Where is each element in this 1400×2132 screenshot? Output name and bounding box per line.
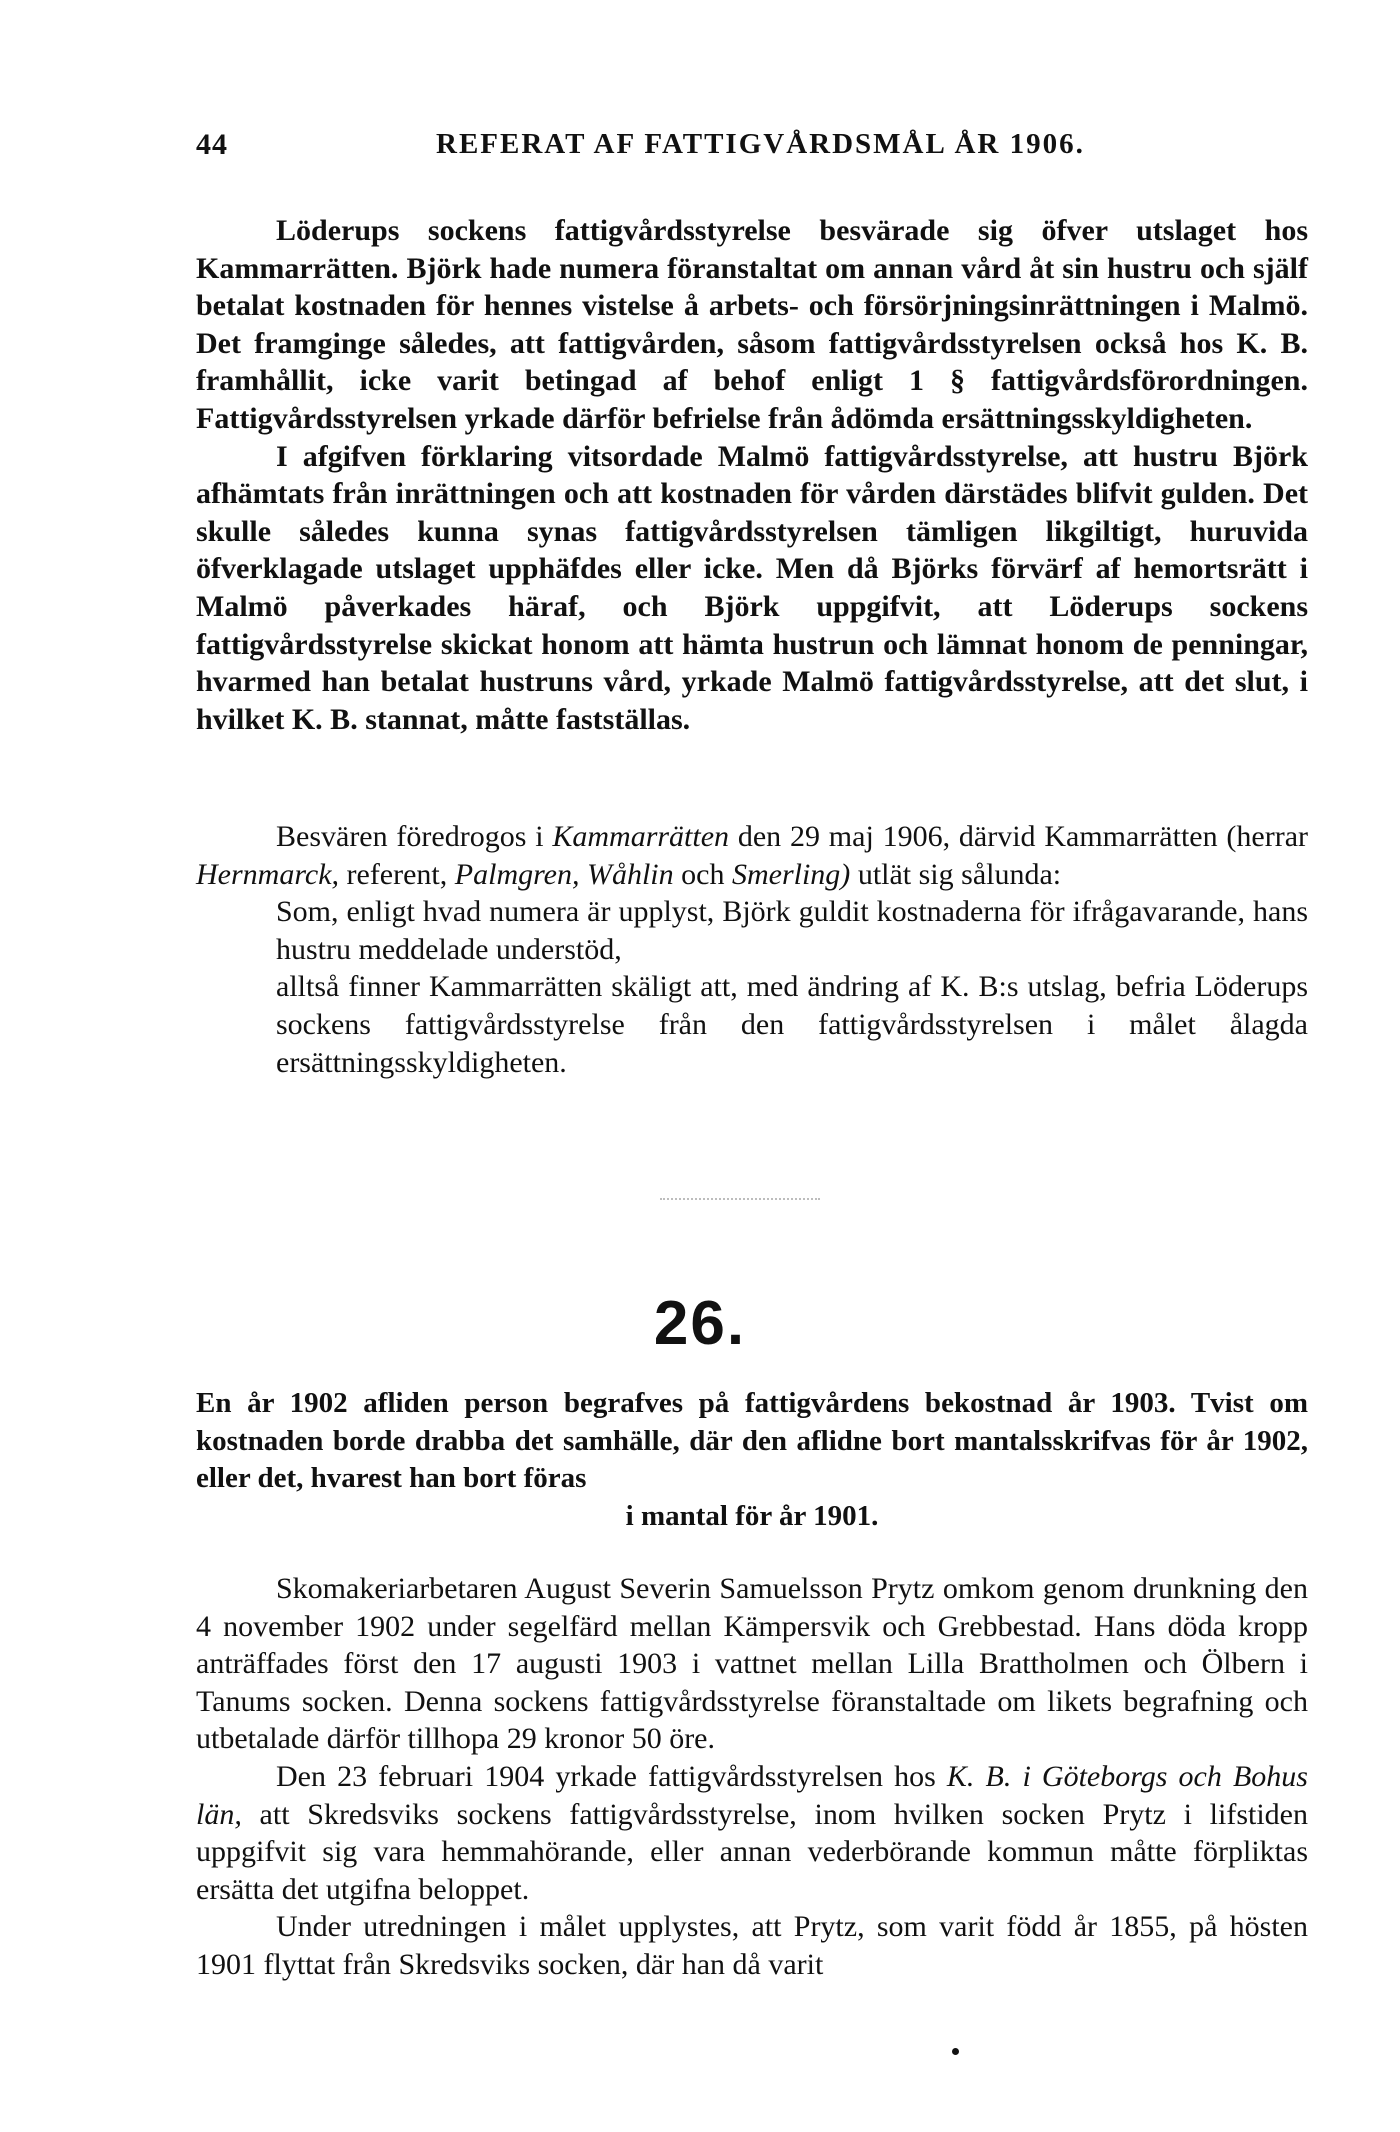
appeal-text-start: Löderups sockens fattigvårdsstyrelse besvärade sig öfver utslaget hos Kammarrätten. Björk hade numera föranstaltat om annan vård åt sin hustru och själf betalat kostnaden för hennes vistelse å arbets- och försörjningsinrättningen i Malmö. Det framginge således, att fattigvården, såsom fattigvårdsstyrelsen också hos K. B. framhållit, icke varit betingad af behof enligt 1	[196, 214, 1308, 398]
dotted-separator	[660, 1198, 820, 1200]
case-summary-text: En år 1902 afliden person begrafves på fattigvårdens bekostnad år 1903. Tvist om kostnaden borde drabba det samhälle, där den aflidne bort mantalsskrifvas för år 1902, eller det, hvarest han bort föras	[196, 1387, 1308, 1495]
hearing-text-1: Besvären föredrogos i	[276, 820, 553, 853]
page-number: 44	[196, 128, 228, 161]
case-number: 26.	[653, 1289, 747, 1358]
section-sign: §	[950, 364, 966, 398]
paragraph-appeal	[196, 212, 1308, 438]
appeal-text-end: fattigvårdsförordningen. Fattigvårdsstyrelsen yrkade därför befrielse från ådömda ersättningsskyldigheten.	[196, 364, 1308, 435]
judge-name: Wåhlin	[586, 857, 674, 891]
case-body	[196, 1570, 1308, 1984]
ruling-section	[196, 818, 1308, 1081]
paragraph-response: I afgifven förklaring vitsordade Malmö fattigvårdsstyrelse, att hustru Björk afhämtats från inrättningen och att kostnaden för vården därstädes blifvit gulden. Det skulle således kunna synas fattigvårdsstyrelsen tämligen likgiltigt, huruvida öfverklagade utslaget upphäfdes eller icke. Men då Björks förvärf af hemortsrätt i Malmö påverkades häraf, och Björk uppgifvit, att Löderups sockens fattigvårdsstyrelse skickat honom att hämta hustrun och lämnat honom de penningar, hvarmed han betalat hustruns vård, yrkade Malmö fattigvårdsstyrelse, att det slut, i hvilket K. B. stannat, måtte fastställas.	[196, 439, 1308, 736]
paragraph-drowning: Skomakeriarbetaren August Severin Samuelsson Prytz omkom genom drunkning den 4 november 1902 under segelfärd mellan Kämpersvik och Grebbestad. Hans döda kropp anträffades först den 17 augusti 1903 i vattnet mellan Lilla Brattholmen och Ölbern i Tanums socken. Denna sockens fattigvårdsstyrelse föranstaltade om likets begrafning och utbetalade därför tillhopa 29 kronor 50 öre.	[196, 1572, 1308, 1756]
court-name: Kammarrätten	[552, 820, 730, 853]
judgment-reason: Som, enligt hvad numera är upplyst, Björk guldit kostnaderna för ifrågavarande, hans hustru meddelade understöd,	[276, 895, 1308, 966]
authority-name: K. B. i Göteborgs och Bohus län,	[196, 1759, 1308, 1831]
judge-name: Hernmarck,	[196, 857, 340, 891]
print-mark	[952, 2048, 959, 2055]
hearing-text-4	[579, 858, 587, 891]
appeal-section	[196, 212, 1308, 738]
running-title: REFERAT AF FATTIGVÅRDSMÅL ÅR 1906.	[436, 128, 1085, 160]
hearing-text-3: referent,	[339, 857, 455, 891]
judge-name: Smerling)	[731, 857, 851, 891]
paragraph-investigation: Under utredningen i målet upplystes, att Prytz, som varit född år 1855, på hösten 1901 flyttat från Skredsviks socken, där han då varit	[196, 1910, 1308, 1981]
claim-text-2: att Skredsviks sockens fattigvårdsstyrelse, inom hvilken socken Prytz i lifstiden uppgifvit sig vara hemmahörande, eller annan vederbörande kommun måtte förpliktas ersätta det utgifna beloppet.	[196, 1797, 1308, 1906]
hearing-text-6: utlät sig sålunda:	[850, 857, 1062, 891]
hearing-text-2: den 29 maj 1906, därvid Kammarrätten (herrar	[729, 820, 1309, 853]
hearing-text-5: och	[673, 857, 732, 891]
paragraph-claim	[196, 1758, 1308, 1908]
claim-text-1: Den 23 februari 1904 yrkade fattigvårdsstyrelsen hos	[276, 1759, 947, 1793]
paragraph-hearing	[196, 818, 1308, 893]
judge-name: Palmgren,	[454, 857, 580, 891]
case-summary	[196, 1385, 1308, 1535]
judgment-decision: alltså finner Kammarrätten skäligt att, med ändring af K. B:s utslag, befria Löderups sockens fattigvårdsstyrelse från den fattigvårdsstyrelsen i målet ålagda ersättningsskyldigheten.	[276, 970, 1308, 1079]
case-summary-last-line: i mantal för år 1901.	[625, 1499, 879, 1532]
